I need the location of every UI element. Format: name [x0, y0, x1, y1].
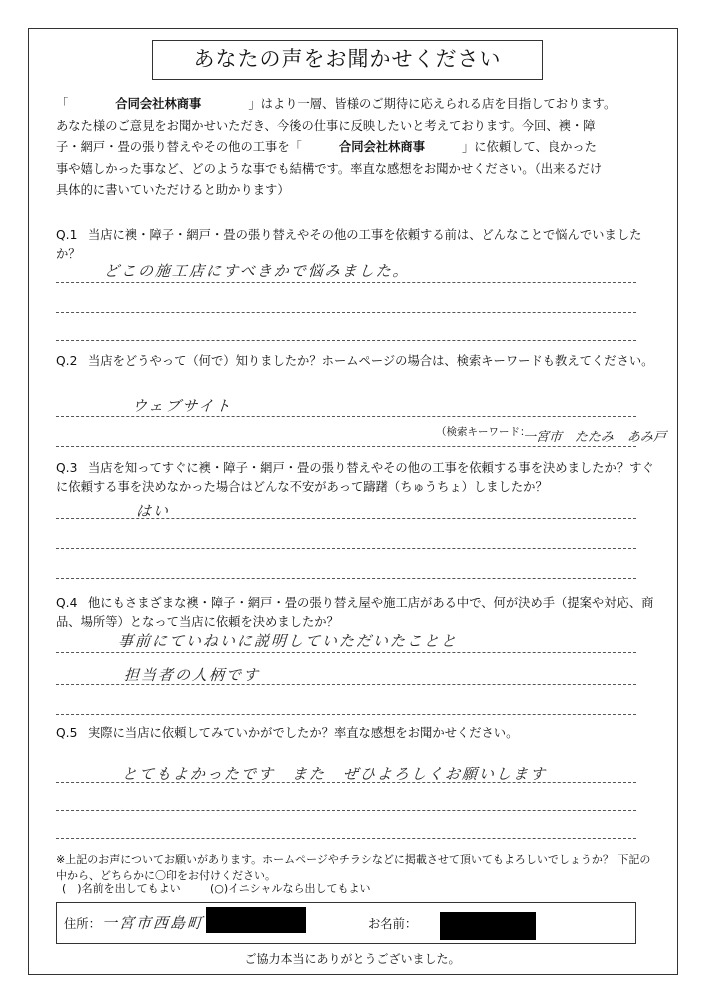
- answer-line: [56, 684, 636, 685]
- option-initials-ok: (○)イニシャルなら出してもよい: [210, 882, 371, 895]
- answer-4a: 事前にていねいに説明していただいたことと: [117, 632, 459, 650]
- publication-notice: ※上記のお声についてお願いがあります。ホームページやチラシなどに掲載させて頂いてもよろしいでしょうか？ 下記の中から、どちらかに〇印をお付けください。: [56, 853, 651, 882]
- answer-line: [56, 838, 636, 839]
- answer-line: [56, 446, 636, 447]
- answer-line: [56, 416, 636, 417]
- answer-line: [56, 340, 636, 341]
- name-label: お名前：: [368, 917, 418, 931]
- answer-line: [56, 548, 636, 549]
- answer-4b: 担当者の人柄です: [123, 666, 261, 684]
- answer-line: [56, 518, 636, 519]
- keyword-label: （検索キーワード：: [436, 426, 531, 438]
- question-4: Q.4 他にもさまざまな襖・障子・網戸・畳の張り替え屋や施工店がある中で、何が決め手（提案や対応、商品、場所等）となって当店に依頼を決めましたか？: [56, 596, 654, 629]
- answer-line: [56, 652, 636, 653]
- question-1: Q.1 当店に襖・障子・網戸・畳の張り替えやその他の工事を依頼する前は、どんなことで悩んでいましたか？: [56, 228, 642, 261]
- redaction-bar: [206, 907, 306, 933]
- answer-1: どこの施工店にすべきかで悩みました。: [103, 262, 411, 280]
- option-name-ok: ( )名前を出してもよい: [62, 882, 181, 895]
- keyword-value: 一宮市 たたみ あみ戸: [522, 430, 667, 445]
- answer-line: [56, 282, 636, 283]
- redaction-bar: [440, 912, 536, 940]
- question-2: Q.2 当店をどうやって（何で）知りましたか？ホームページの場合は、検索キーワードも教えてください。: [56, 354, 654, 368]
- answer-line: [56, 810, 636, 811]
- address-value: 一宮市西島町: [101, 914, 205, 932]
- answer-5: とてもよかったです また ぜひよろしくお願いします: [121, 765, 548, 783]
- company-name: 合同会社林商事: [338, 140, 425, 154]
- question-3: Q.3 当店を知ってすぐに襖・障子・網戸・畳の張り替えやその他の工事を依頼する事を決めましたか？すぐに依頼する事を決めなかった場合はどんな不安があって躊躇（ちゅうちょ）しましたか？: [56, 461, 654, 494]
- question-5: Q.5 実際に当店に依頼してみていかがでしたか？率直な感想をお聞かせください。: [56, 726, 519, 740]
- answer-line: [56, 312, 636, 313]
- answer-line: [56, 714, 636, 715]
- intro-text: 「 合同会社林商事 」はより一層、皆様のご期待に応えられる店を目指しております。 あなた様のご意見をお聞かせいただき、今後の仕事に反映したいと考えております。今回、襖・障 子・網戸・畳の張り替えやその他の工事を「 合同会社林商事 」に依頼して、良かった 事や嬉しかった事など、どのような事でも結構です。率直な感想をお聞かせください。（出来るだけ 具体的に書いていただけると助かります）: [56, 94, 656, 202]
- answer-2: ウェブサイト: [131, 397, 233, 415]
- answer-3: はい: [135, 502, 171, 520]
- answer-line: [56, 578, 636, 579]
- answer-line: [56, 782, 636, 783]
- thanks-message: ご協力本当にありがとうございました。: [244, 952, 461, 966]
- address-label: 住所：: [64, 917, 101, 931]
- company-name: 合同会社林商事: [115, 97, 202, 111]
- page-title: あなたの声をお聞かせください: [152, 40, 543, 80]
